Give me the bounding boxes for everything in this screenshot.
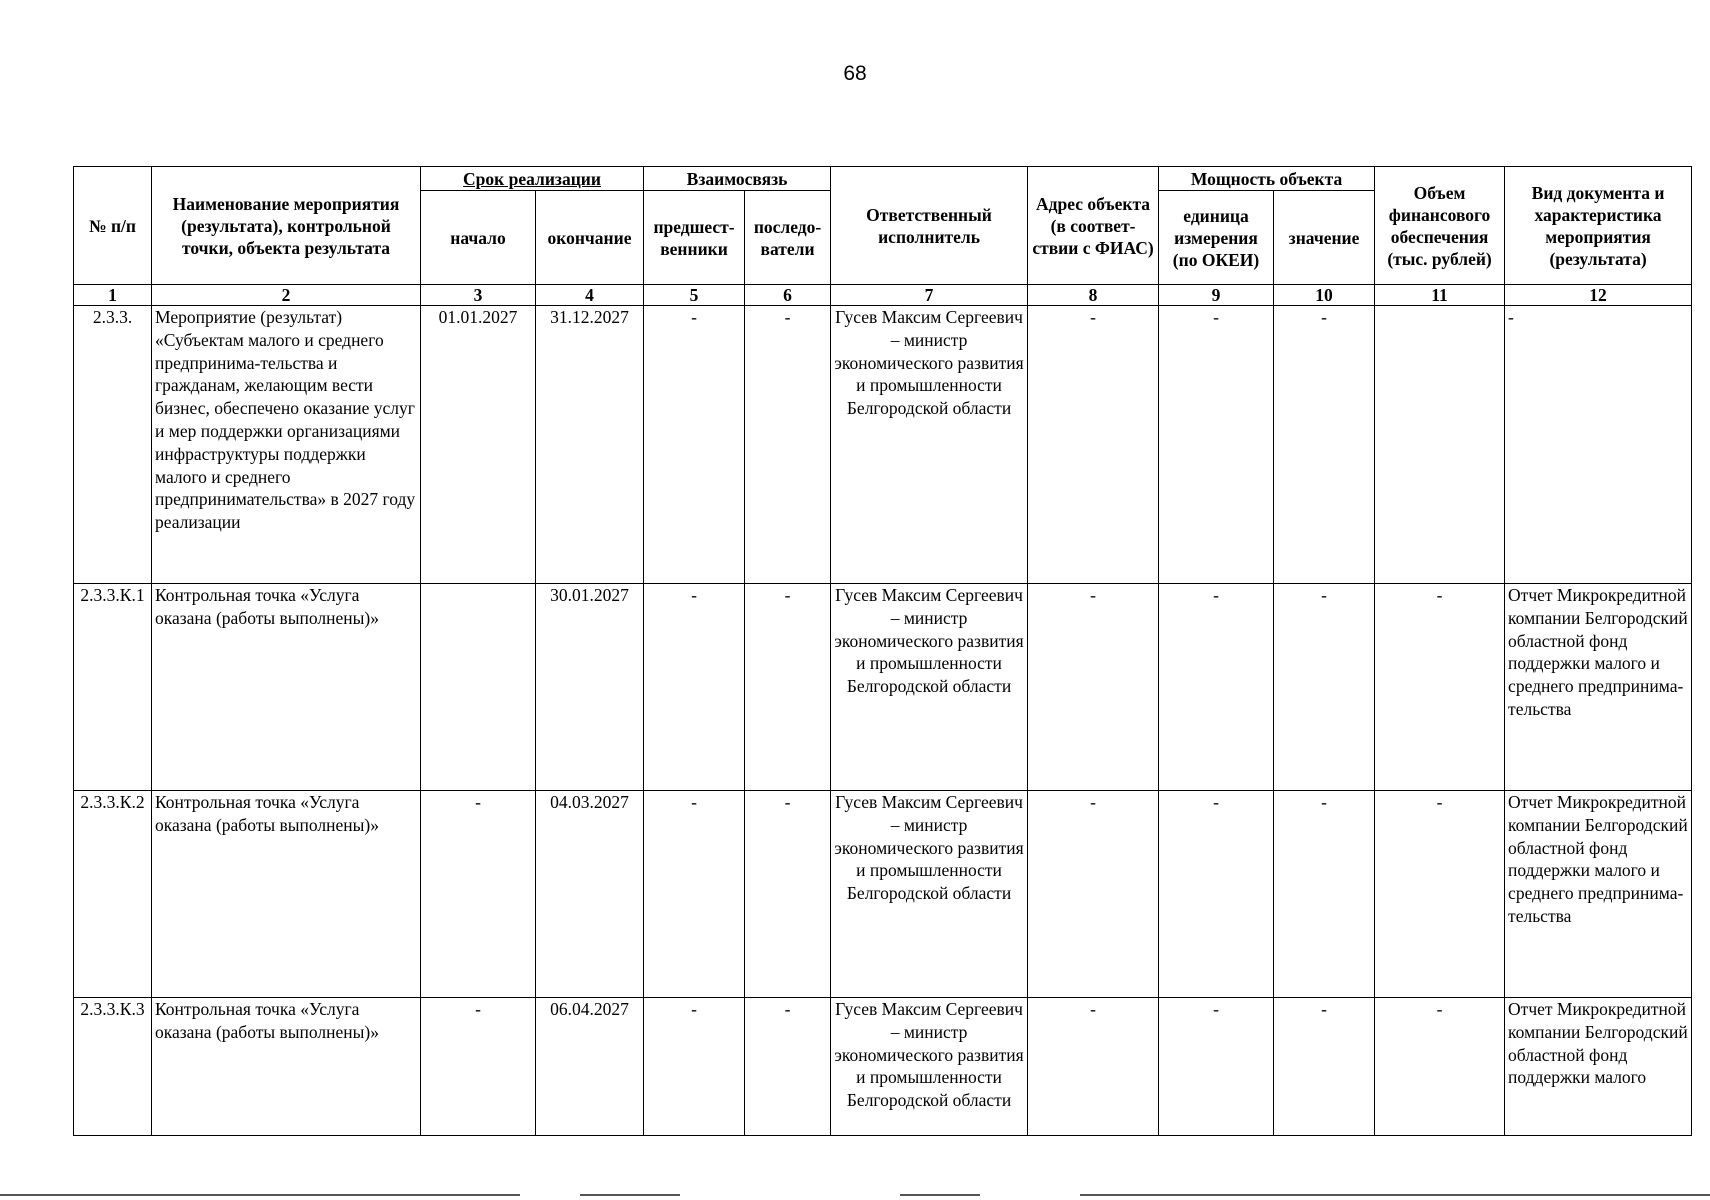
column-number: 9 [1159,285,1274,306]
row-executor: Гусев Максим Сергеевич – министр экономического развития и промышленности Белгородской области [831,306,1028,584]
row-address: - [1028,306,1159,584]
header-executor: Ответственный исполнитель [831,167,1028,285]
row-predecessors: - [644,584,745,791]
column-number: 8 [1028,285,1159,306]
header-finance: Объем финансового обеспечения (тыс. рублей) [1375,167,1505,285]
table-row [74,584,1692,791]
scan-edge-line [900,1194,980,1196]
header-address: Адрес объекта (в соответ-ствии с ФИАС) [1028,167,1159,285]
column-number: 5 [644,285,745,306]
row-value: - [1274,998,1375,1136]
row-doc: - [1505,306,1692,584]
row-successors: - [745,791,831,998]
row-successors: - [745,584,831,791]
row-executor: Гусев Максим Сергеевич – министр экономического развития и промышленности Белгородской области [831,791,1028,998]
header-num: № п/п [74,167,152,285]
row-executor: Гусев Максим Сергеевич – министр экономического развития и промышленности Белгородской области [831,584,1028,791]
row-end: 06.04.2027 [536,998,644,1136]
row-successors: - [745,306,831,584]
header-relation-group: Взаимосвязь [644,167,831,191]
column-number: 12 [1505,285,1692,306]
row-end: 04.03.2027 [536,791,644,998]
column-number: 3 [421,285,536,306]
row-finance: - [1375,791,1505,998]
row-unit: - [1159,306,1274,584]
row-name: Контрольная точка «Услуга оказана (работы выполнены)» [152,791,421,998]
row-successors: - [745,998,831,1136]
row-value: - [1274,584,1375,791]
scan-edge-line [580,1194,680,1196]
row-doc: Отчет Микрокредитной компании Белгородский областной фонд поддержки малого и среднего предпринима-тельства [1505,791,1692,998]
row-num: 2.3.3.К.1 [74,584,152,791]
row-start [421,584,536,791]
row-start: - [421,791,536,998]
column-number-row [74,285,1692,306]
row-value: - [1274,306,1375,584]
table-row [74,306,1692,584]
table-row [74,791,1692,998]
row-doc: Отчет Микрокредитной компании Белгородский областной фонд поддержки малого и среднего предпринима-тельства [1505,584,1692,791]
header-predecessors: предшест-венники [644,191,745,285]
row-address: - [1028,584,1159,791]
row-unit: - [1159,998,1274,1136]
row-address: - [1028,791,1159,998]
header-term-group: Срок реализации [421,167,644,191]
column-number: 11 [1375,285,1505,306]
row-start: 01.01.2027 [421,306,536,584]
row-finance: - [1375,584,1505,791]
activities-table [73,166,1692,1136]
row-start: - [421,998,536,1136]
row-predecessors: - [644,306,745,584]
row-address: - [1028,998,1159,1136]
row-value: - [1274,791,1375,998]
header-capacity-group: Мощность объекта [1159,167,1375,191]
header-doc-type: Вид документа и характеристика мероприятия (результата) [1505,167,1692,285]
page-number: 68 [843,62,867,85]
scan-edge-line [0,1194,520,1196]
header-end: окончание [536,191,644,285]
row-executor: Гусев Максим Сергеевич – министр экономического развития и промышленности Белгородской области [831,998,1028,1136]
row-name: Мероприятие (результат) «Субъектам малого и среднего предпринима-тельства и гражданам, желающим вести бизнес, обеспечено оказание услуг и мер поддержки организациями инфраструктуры поддержки малого и среднего предпринимательства» в 2027 году реализации [152,306,421,584]
column-number: 6 [745,285,831,306]
row-doc: Отчет Микрокредитной компании Белгородский областной фонд поддержки малого [1505,998,1692,1136]
column-number: 1 [74,285,152,306]
row-predecessors: - [644,998,745,1136]
row-name: Контрольная точка «Услуга оказана (работы выполнены)» [152,584,421,791]
row-end: 30.01.2027 [536,584,644,791]
column-number: 4 [536,285,644,306]
row-num: 2.3.3. [74,306,152,584]
row-unit: - [1159,791,1274,998]
header-start: начало [421,191,536,285]
row-end: 31.12.2027 [536,306,644,584]
header-value: значение [1274,191,1375,285]
column-number: 2 [152,285,421,306]
row-predecessors: - [644,791,745,998]
row-name: Контрольная точка «Услуга оказана (работы выполнены)» [152,998,421,1136]
row-finance: - [1375,998,1505,1136]
row-num: 2.3.3.К.3 [74,998,152,1136]
row-unit: - [1159,584,1274,791]
row-finance [1375,306,1505,584]
row-num: 2.3.3.К.2 [74,791,152,998]
header-row-1 [74,167,1692,191]
header-name: Наименование мероприятия (результата), контрольной точки, объекта результата [152,167,421,285]
column-number: 7 [831,285,1028,306]
header-unit: единица измерения (по ОКЕИ) [1159,191,1274,285]
header-successors: последо-ватели [745,191,831,285]
table-row [74,998,1692,1136]
scan-edge-line [1080,1194,1710,1196]
column-number: 10 [1274,285,1375,306]
activities-table-wrapper [73,166,1692,1136]
